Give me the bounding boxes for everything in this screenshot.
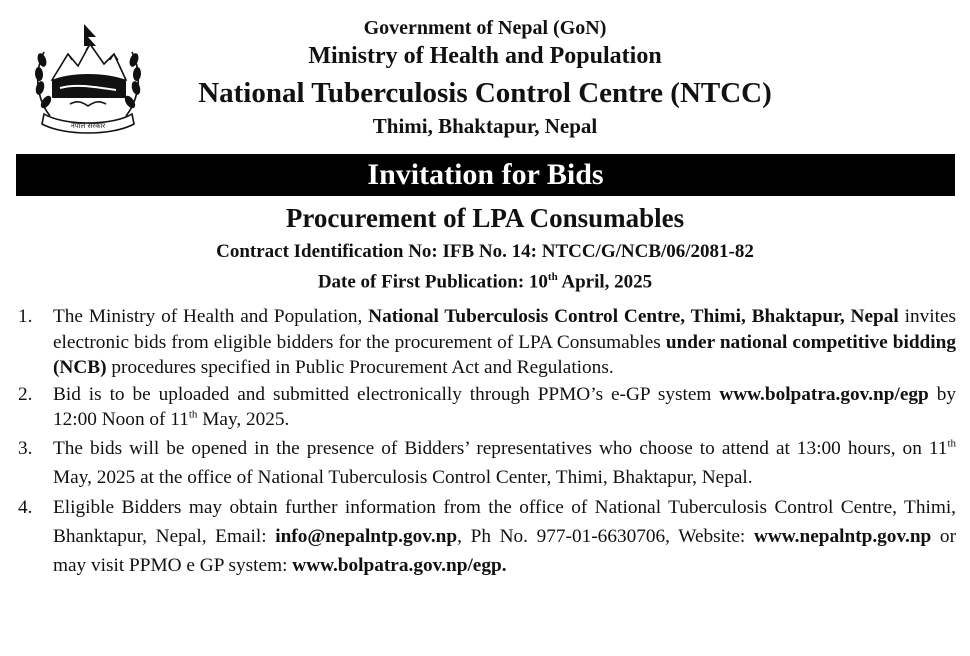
list-item: 2. Bid is to be uploaded and submitted electronically through PPMO’s e-GP system www.bolpatra.gov.np/egp by 12:00 Noon of 11th May, 2025.: [18, 383, 956, 430]
publication-date: Date of First Publication: 10th April, 2025: [317, 271, 653, 293]
contract-id: Contract Identification No: IFB No. 14: NTCC/G/NCB/06/2081-82: [216, 241, 754, 262]
website-link[interactable]: www.nepalntp.gov.np: [753, 525, 932, 547]
egp-link[interactable]: www.bolpatra.gov.np/egp: [719, 383, 929, 405]
email-link[interactable]: info@nepalntp.gov.np: [275, 525, 458, 547]
item-number: 2.: [18, 383, 33, 405]
list-item: 4. Eligible Bidders may obtain further information from the office of National Tuberculosis Control Centre, Thimi, Bhanktapur, Nepal, Email: info@nepalntp.gov.np, Ph No. 977-01-6630706, Website: www.nepalntp.gov.np or may visit PPMO e GP system: www.bolpatra.gov.np/egp.: [0, 493, 956, 580]
bid-terms-list: [0, 304, 956, 581]
emblem-caption: नेपाल सरकार: [70, 122, 106, 130]
org-name: National Tuberculosis Control Centre (NTCC): [198, 77, 772, 109]
ministry-name: Ministry of Health and Population: [308, 43, 662, 69]
egp-link[interactable]: www.bolpatra.gov.np/egp.: [292, 554, 507, 576]
notice-banner: Invitation for Bids: [16, 154, 955, 196]
gov-name: Government of Nepal (GoN): [363, 17, 607, 39]
list-item: 3. The bids will be opened in the presence of Bidders’ representatives who choose to attend at 13:00 hours, on 11th May, 2025 at the office of National Tuberculosis Control Center, Thimi, Bhaktapur, Nepal.: [0, 434, 956, 492]
item-number: 1.: [18, 306, 33, 327]
org-address: Thimi, Bhaktapur, Nepal: [372, 114, 598, 138]
item-number: 4.: [18, 496, 33, 518]
item-number: 3.: [18, 437, 33, 459]
procurement-title: Procurement of LPA Consumables: [285, 203, 685, 233]
list-item: 1. The Ministry of Health and Population, National Tuberculosis Control Centre, Thimi, Bhaktapur, Nepal invites electronic bids from eligible bidders for the procurement of LPA Consumables under national competitive bidding (NCB) procedures specified in Public Procurement Act and Regulations.: [18, 306, 957, 378]
